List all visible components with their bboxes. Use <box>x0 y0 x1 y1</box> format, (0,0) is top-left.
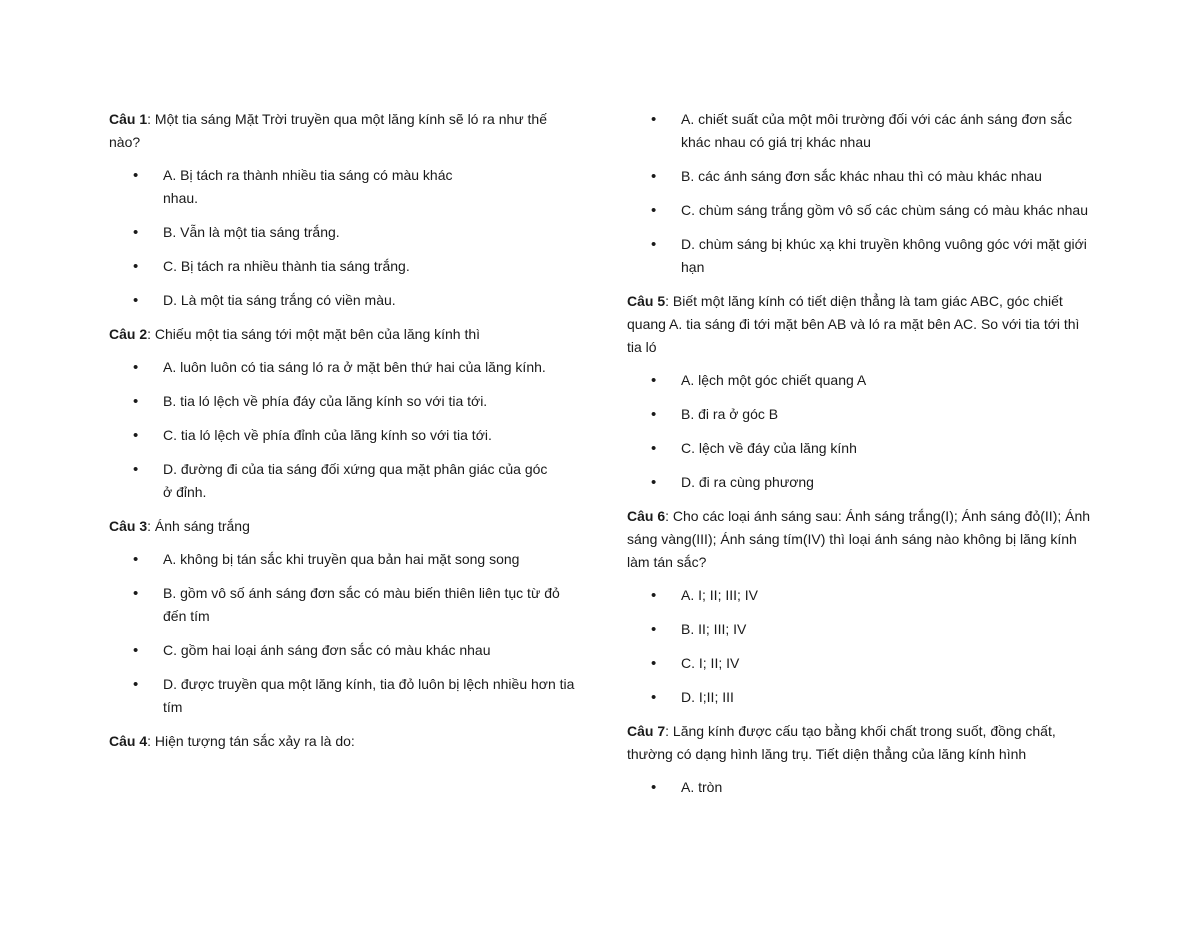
option: • B. II; III; IV <box>627 618 1097 641</box>
option: • A. I; II; III; IV <box>627 584 1097 607</box>
option: • D. Là một tia sáng trắng có viền màu. <box>109 289 579 312</box>
question-7-options <box>627 776 1097 799</box>
question-4 <box>109 730 579 753</box>
question-label: Câu 5 <box>627 293 666 309</box>
option: • C. I; II; IV <box>627 652 1097 675</box>
question-label: Câu 1 <box>109 111 148 127</box>
option: • B. gồm vô số ánh sáng đơn sắc có màu biến thiên liên tục từ đỏ đến tím <box>109 582 579 628</box>
question-text: : Cho các loại ánh sáng sau: Ánh sáng trắng(I); Ánh sáng đỏ(II); Ánh sáng vàng(III); Ánh sáng tím(IV) thì loại ánh sáng nào không bị lăng kính làm tán sắc? <box>627 508 1091 570</box>
option: • B. Vẫn là một tia sáng trắng. <box>109 221 579 244</box>
question-4-options <box>627 108 1097 279</box>
option: • D. chùm sáng bị khúc xạ khi truyền không vuông góc với mặt giới hạn <box>627 233 1097 279</box>
question-6-options <box>627 584 1097 709</box>
option: • A. lệch một góc chiết quang A <box>627 369 1097 392</box>
question-7 <box>627 720 1097 766</box>
option: • B. các ánh sáng đơn sắc khác nhau thì có màu khác nhau <box>627 165 1097 188</box>
option: • D. được truyền qua một lăng kính, tia đỏ luôn bị lệch nhiều hơn tia tím <box>109 673 579 719</box>
question-1 <box>109 108 579 154</box>
question-text: : Ánh sáng trắng <box>147 518 250 534</box>
question-text: : Hiện tượng tán sắc xảy ra là do: <box>147 733 355 749</box>
option: • D. I;II; III <box>627 686 1097 709</box>
option: • A. luôn luôn có tia sáng ló ra ở mặt bên thứ hai của lăng kính. <box>109 356 579 379</box>
question-2-options <box>109 356 579 504</box>
question-label: Câu 3 <box>109 518 148 534</box>
question-label: Câu 4 <box>109 733 148 749</box>
question-label: Câu 6 <box>627 508 666 524</box>
question-text: : Biết một lăng kính có tiết diện thẳng là tam giác ABC, góc chiết quang A. tia sáng đi tới mặt bên AB và ló ra mặt bên AC. So với tia tới thì tia ló <box>627 293 1080 355</box>
question-text: : Lăng kính được cấu tạo bằng khối chất trong suốt, đồng chất, thường có dạng hình lăng trụ. Tiết diện thẳng của lăng kính hình <box>627 723 1056 762</box>
option: • D. đi ra cùng phương <box>627 471 1097 494</box>
left-column <box>109 108 579 763</box>
option: • B. tia ló lệch về phía đáy của lăng kính so với tia tới. <box>109 390 579 413</box>
question-1-options <box>109 164 579 312</box>
question-5 <box>627 290 1097 359</box>
option: • C. lệch về đáy của lăng kính <box>627 437 1097 460</box>
question-text: : Một tia sáng Mặt Trời truyền qua một lăng kính sẽ ló ra như thế nào? <box>109 111 547 150</box>
question-label: Câu 2 <box>109 326 148 342</box>
question-5-options <box>627 369 1097 494</box>
option: • A. chiết suất của một môi trường đối với các ánh sáng đơn sắc khác nhau có giá trị khác nhau <box>627 108 1097 154</box>
option: • A. tròn <box>627 776 1097 799</box>
option: • C. tia ló lệch về phía đỉnh của lăng kính so với tia tới. <box>109 424 579 447</box>
option: • D. đường đi của tia sáng đối xứng qua mặt phân giác của góc ở đỉnh. <box>109 458 579 504</box>
option: • A. không bị tán sắc khi truyền qua bản hai mặt song song <box>109 548 579 571</box>
question-label: Câu 7 <box>627 723 666 739</box>
question-6 <box>627 505 1097 574</box>
option: • C. gồm hai loại ánh sáng đơn sắc có màu khác nhau <box>109 639 579 662</box>
option: • A. Bị tách ra thành nhiều tia sáng có màu khác nhau. <box>109 164 579 210</box>
question-2 <box>109 323 579 346</box>
right-column <box>627 108 1097 810</box>
question-3 <box>109 515 579 538</box>
question-text: : Chiếu một tia sáng tới một mặt bên của lăng kính thì <box>147 326 481 342</box>
question-3-options <box>109 548 579 719</box>
option: • B. đi ra ở góc B <box>627 403 1097 426</box>
option: • C. Bị tách ra nhiều thành tia sáng trắng. <box>109 255 579 278</box>
option: • C. chùm sáng trắng gồm vô số các chùm sáng có màu khác nhau <box>627 199 1097 222</box>
